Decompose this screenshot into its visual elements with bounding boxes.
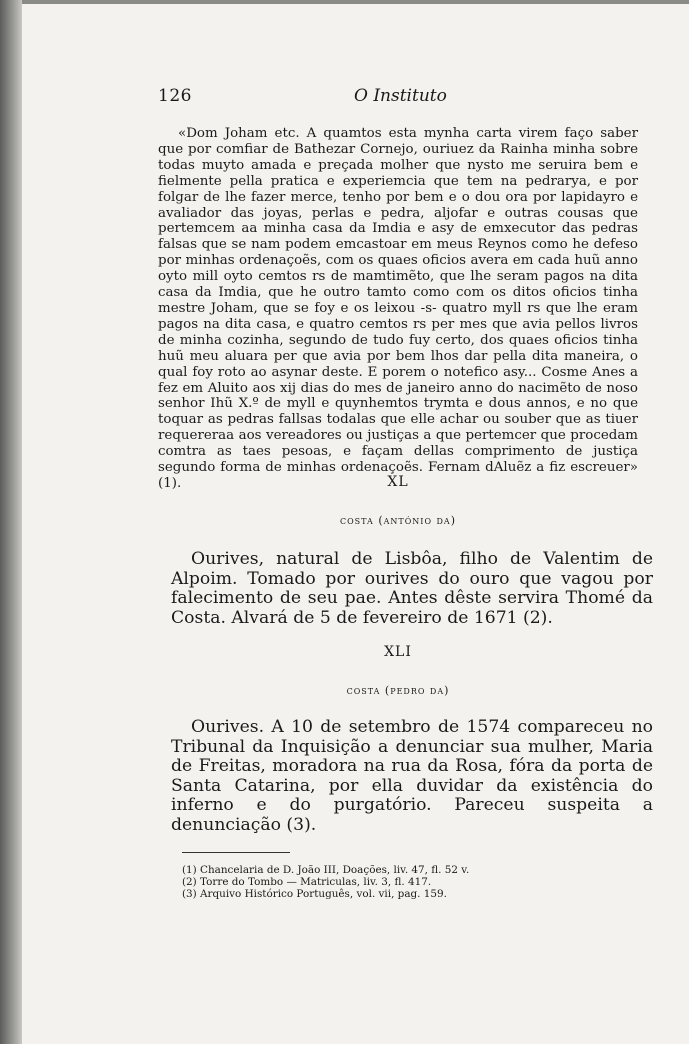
book-spine-shadow (0, 0, 22, 1044)
running-title: O Instituto (354, 86, 447, 106)
section-number-xli: XLI (384, 644, 412, 660)
footnote-divider (182, 852, 290, 853)
footnote-item: (1) Chancelaria de D. João III, Doações, liv. 47, fl. 52 v. (182, 864, 470, 876)
document-quote: «Dom Joham etc. A quamtos esta mynha carta virem faço saber que por comfiar de Bathezar Cornejo, ouriuez da Rainha minha sobre todas muyto amada e preçada molher que nysto me seruira bem e fielmente pella pratica e experiemcia que tem na pedrarya, e por folgar de lhe fazer merce, tenho por bem e o dou ora por lapidayro e avaliador das joyas, perlas e pedra, aljofar e outras cousas que pertemcem aa minha casa da Imdia e asy de emxecutor das pedras falsas que se nam podem emcastoar em meus Reynos como he defeso por minhas ordenaçoẽs, com os quaes oficios avera em cada huũ anno oyto mill oyto cemtos rs de mamtimẽto, que lhe seram pagos na dita casa da Imdia, que he outro tamto como com os ditos oficios tinha mestre Joham, que se foy e os leixou -s- quatro myll rs que lhe eram pagos na dita casa, e quatro cemtos rs per mes que avia pellos livros de minha cozinha, segundo de tudo fuy certo, dos quaes oficios tinha huũ meu aluara per que avia por bem lhos dar pella dita maneira, o qual foy roto ao asynar deste. E porem o notefico asy... Cosme Anes a fez em Aluito aos xij dias do mes de janeiro anno do nacimẽto de noso senhor Ihũ X.º de myll e quynhemtos trymta e dous annos, e no que toquar as pedras fallsas todalas que elle achar ou souber que as tiuer requereraa aos vereadores ou justiças a que pertemcer que procedam comtra as taes pesoas, e façam dellas comprimento de justiça segundo forma de minhas ordenaçoẽs. Fernam dAluẽz a fiz escreuer» (1). (158, 126, 638, 491)
page-number: 126 (158, 86, 192, 106)
footnote-item: (2) Torre do Tombo — Matriculas, liv. 3, fl. 417. (182, 876, 432, 888)
footnotes-list (182, 864, 602, 900)
section-number-xl: XL (387, 474, 409, 490)
section-name-costa-pedro: costa (pedro da) (346, 684, 450, 697)
book-page (22, 4, 689, 1044)
footnote-item: (3) Arquivo Histórico Português, vol. vii, pag. 159. (182, 888, 447, 900)
section-name-costa-antonio: costa (antónio da) (340, 514, 456, 527)
section-text-costa-antonio: Ourives, natural de Lisbôa, filho de Valentim de Alpoim. Tomado por ourives do ouro que vagou por falecimento de seu pae. Antes dêste servira Thomé da Costa. Alvará de 5 de fevereiro de 1671 (2). (171, 549, 653, 628)
section-text-costa-pedro: Ourives. A 10 de setembro de 1574 compareceu no Tribunal da Inquisição a denunciar sua mulher, Maria de Freitas, moradora na rua da Rosa, fóra da porta de Santa Catarina, por ella duvidar da existência do inferno e do purgatório. Pareceu suspeita a denunciação (3). (171, 717, 653, 835)
